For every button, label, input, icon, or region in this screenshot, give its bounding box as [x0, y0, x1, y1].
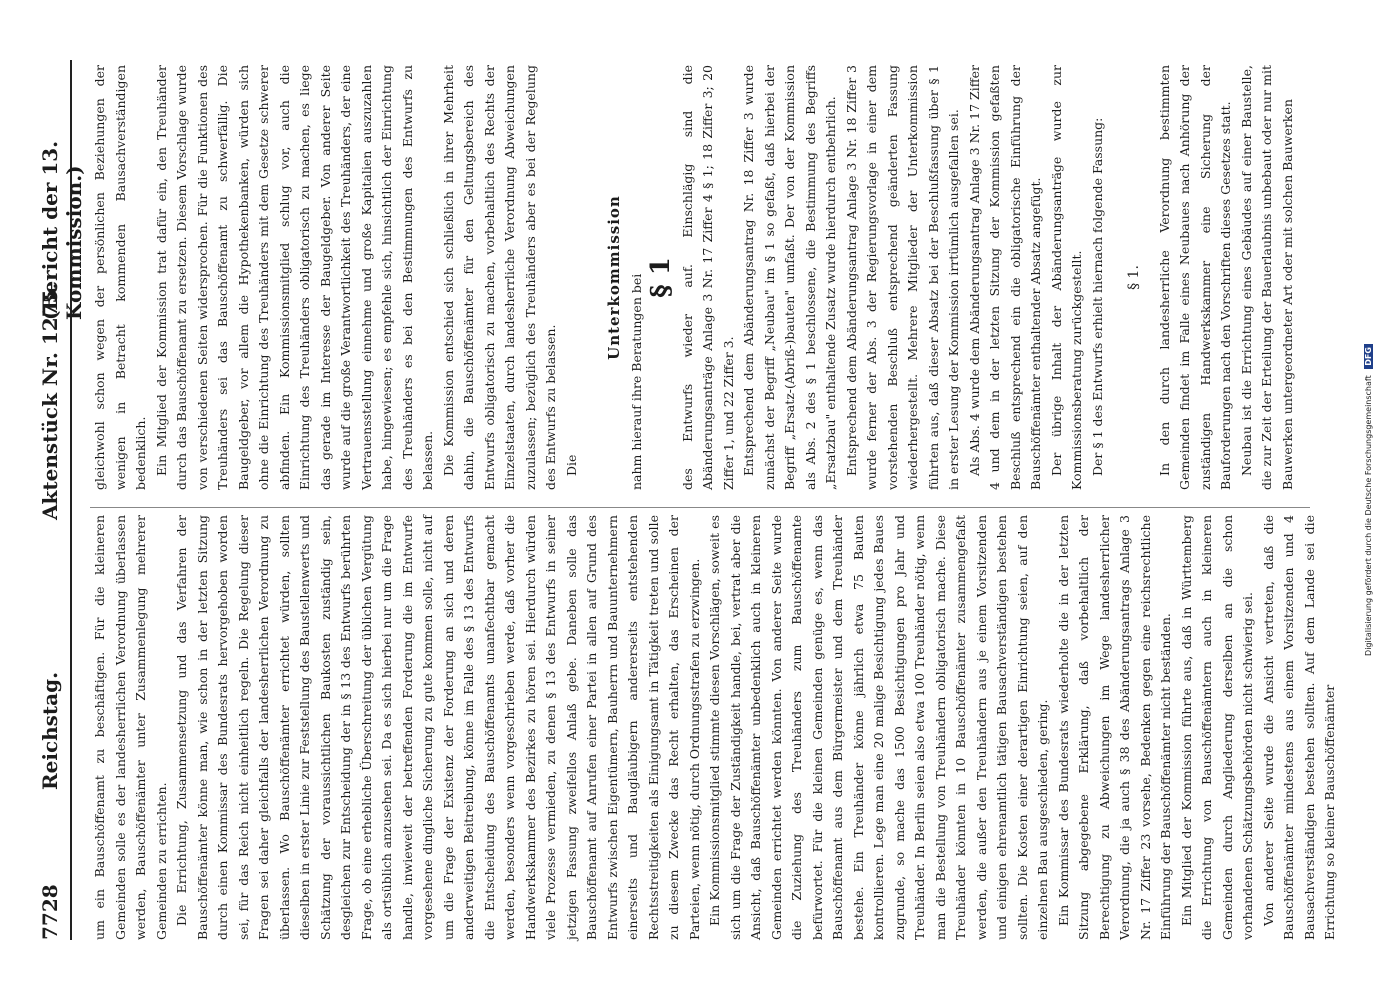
paragraph: Ein Mitglied der Kommission führte aus, daß in Württemberg die Errichtung von Bauschöffenämtern auch in kleineren Gemeinden durch Angliederung derselben an die schon vorhandenen Schätzungsbehörden nicht schwierig sei. — [1178, 515, 1255, 940]
paragraph: Als Abs. 4 wurde dem Abänderungsantrag Anlage 3 Nr. 17 Ziffer 4 und dem in der letzten Sitzung der Kommission gefaßten Beschluß entsprechend ein die obligatorische Einführung der Bauschöffenämter enthaltender Absatz angefügt. — [966, 65, 1043, 490]
page-number: 7728 — [38, 884, 62, 940]
paragraph: Die Errichtung, Zusammensetzung und das Verfahren der Bauschöffenämter könne man, wie schon in der letzten Sitzung durch einen Kommissar des Bundesrats hervorgehoben worden sei, für das Reich nicht einheitlich regeln. Die Regelung dieser Fragen sei daher gleichfalls der landesherrlichen Verordnung zu überlassen. Wo Bauschöffenämter errichtet würden, sollten dieselben in erster Linie zur Feststellung des Baustellenwerts und Schätzung der voraussichtlichen Baukosten zuständig sein, desgleichen zur Entscheidung der in § 13 des Entwurfs berührten Frage, ob eine erhebliche Überschreitung der üblichen Vergütung als ortsüblich anzusehen sei. Da es sich hierbei nur um die Frage handle, inwieweit der betreffenden Forderung die im Entwurfe vorgesehene dingliche Sicherung zu gute kommen solle, nicht auf um die Frage der Existenz der Forderung an sich und deren anderweitigen Beitreibung, könne im Falle des § 13 des Entwurfs die Entscheidung des Bauschöffenamts unanfechtbar gemacht werden, besonders wenn vorgeschrieben werde, daß vorher die Handwerkskammer des Bezirkes zu hören sei. Hierdurch würden viele Prozesse vermieden, zu denen § 13 des Entwurfs in seiner jetzigen Fassung zweifellos Anlaß gebe. Daneben solle das Bauschöffenamt auf Anrufen einer Partei in allen auf Grund des Entwurfs zwischen Eigentümern, Bauherrn und Bauunternehmern einerseits und Baugläubigern andererseits entstehenden Rechtsstreitigkeiten als Einigungsamt in Tätigkeit treten und solle zu diesem Zwecke das Recht erhalten, das Erscheinen der Parteien, wenn nötig, durch Ordnungsstrafen zu erzwingen. — [174, 515, 702, 940]
paragraph: Ein Kommissionsmitglied stimmte diesen Vorschlägen, soweit es sich um die Frage der Zuständigkeit handle, bei, vertrat aber die Ansicht, daß Bauschöffenämter unbedenklich auch in kleineren Gemeinden errichtet werden könnten. Von anderer Seite wurde die Zuziehung des Treuhänders zum Bauschöffenamte befürwortet. Für die kleinen Gemeinden genüge es, wenn das Bauschöffenamt aus dem Bürgermeister und dem Treuhänder bestehe. Ein Treuhänder könne jährlich etwa 75 Bauten kontrollieren. Lege man eine 20 malige Besichtigung jedes Baues zugrunde, so mache das 1500 Besichtigungen pro Jahr und Treuhänder. In Berlin seien also etwa 100 Treuhänder nötig, wenn man die Bestellung von Treuhändern obligatorisch mache. Diese Treuhänder könnten in 10 Bauschöffenämter zusammengefaßt werden, die außer den Treuhändern aus je einem Vorsitzenden und einigen ehrenamtlich tätigen Bausachverständigen bestehen sollten. Die Kosten einer derartigen Einrichtung seien, auf den einzelnen Bau ausgeschieden, gering. — [707, 515, 1050, 940]
paragraph: Die — [563, 454, 579, 476]
header-reichstag: Reichstag. — [38, 671, 62, 790]
digitization-note — [1364, 0, 1373, 1000]
paragraph: Ein Kommissar des Bundesrats wiederholte die in der letzten Sitzung abgegebene Erklärung, daß vorbehaltlich der Berechtigung zu Abweichungen im Wege landesherrlicher Verordnung, die ja auch § 38 des Abänderungsantrags Anlage 3 Nr. 17 Ziffer 23 vorsehe, Bedenken gegen eine reichsrechtliche Einführung der Bauschöffenämter nicht beständen. — [1055, 515, 1173, 940]
header-bericht: (Bericht der 13. Kommission.) — [38, 140, 86, 320]
paragraph: Ein Mitglied der Kommission trat dafür ein, den Treuhänder durch das Bauschöffenamt zu ersetzen. Diesem Vorschlage wurde von verschiedenen Seiten widersprochen. Für die Funktionen des Treuhänders sei das Bauschöffenamt zu schwerfällig. Die Baugeldgeber, vor allem die Hypothekenbanken, würden sich ohne die Einrichtung des Treuhänders mit dem Gesetze schwerer abfinden. Ein Kommissionsmitglied schlug vor, auch die Einrichtung des Treuhänders obligatorisch zu machen, es liege das gerade im Interesse der Baugeldgeber. Von anderer Seite wurde auf die große Verantwortlichkeit des Treuhänders, der eine Vertrauensstellung einnehme und große Kapitalien auszuzahlen habe, hingewiesen; es empfehle sich, hinsichtlich der Einrichtung des Treuhänders es bei den Bestimmungen des Entwurfs zu belassen. — [153, 65, 435, 490]
paragraph: Der übrige Inhalt der Abänderungsanträge wurde zur Kommissionsberatung zurückgestellt. — [1048, 65, 1084, 490]
sub-section-heading: § 1. — [1126, 265, 1142, 290]
paragraph: In den durch landesherrliche Verordnung bestimmten Gemeinden findet im Falle eines Neubaues nach Anhörung der zuständigen Handwerkskammer eine Sicherung der Bauforderungen nach den Vorschriften dieses Gesetzes statt. — [1156, 65, 1233, 490]
paragraph: Der § 1 des Entwurfs erhielt hiernach folgende Fassung: — [1089, 117, 1105, 476]
paragraph: Die Kommission entschied sich schließlich in ihrer Mehrheit dahin, die Bauschöffenämter für den Geltungsbereich des Entwurfs obligatorisch zu machen, vorbehaltlich des Rechts der Einzelstaaten, durch landesherrliche Verordnung Abweichungen zuzulassen; bezüglich des Treuhänders aber es bei der Regelung des Entwurfs zu belassen. — [440, 65, 558, 490]
paragraph: gleichwohl schon wegen der persönlichen Beziehungen der wenigen in Betracht kommenden Bausachverständigen bedenklich. — [92, 65, 148, 490]
paragraph: des Entwurfs wieder auf. Einschlägig sind die Abänderungsanträge Anlage 3 Nr. 17 Ziffer 4 § 1; 18 Ziffer 3; 20 Ziffer 1, und 22 Ziffer 3. — [679, 65, 736, 490]
paragraph: Von anderer Seite wurde die Ansicht vertreten, daß die Bauschöffenämter mindestens aus einem Vorsitzenden und 4 Bausachverständigen bestehen sollten. Auf dem Lande sei die Errichtung so kleiner Bauschöffenämter — [1260, 515, 1337, 940]
section-heading: § 1 — [646, 257, 676, 298]
column-divider — [90, 507, 1310, 508]
paragraph: Neubau ist die Errichtung eines Gebäudes auf einer Baustelle, die zur Zeit der Erteilung der Bauerlaubnis unbebaut oder nur mit Bauwerken untergeordneter Art oder mit solchen Bauwerken — [1238, 65, 1295, 490]
paragraph: um ein Bauschöffenamt zu beschäftigen. Für die kleineren Gemeinden solle es der landesherrlichen Verordnung überlassen werden, Bauschöffenämter unter Zusammenlegung mehrerer Gemeinden zu errichten. — [92, 515, 169, 940]
header-aktenstueck: Aktenstück Nr. 1275. — [38, 282, 62, 520]
unterkommission-heading: Unterkommission — [605, 195, 623, 360]
digitization-text: Digitalisierung gefördert durch die Deutsche Forschungsgemeinschaft — [1364, 375, 1373, 656]
paragraph: nahm hierauf ihre Beratungen bei — [628, 273, 644, 490]
left-column — [90, 515, 1337, 940]
paragraph: Entsprechend dem Abänderungsantrag Anlage 3 Nr. 18 Ziffer 3 wurde ferner der Abs. 3 der Regierungsvorlage in einer dem vorstehenden Beschluß entsprechend geänderten Fassung wiederhergestellt. Mehrere Mitglieder der Unterkommission führten aus, daß dieser Absatz bei der Beschlußfassung über § 1 in erster Lesung der Kommission irrtümlich ausgefallen sei. — [843, 65, 961, 490]
paragraph: Entsprechend dem Abänderungsantrag Nr. 18 Ziffer 3 wurde zunächst der Begriff „Neubau" im § 1 so gefaßt, daß hierbei der Begriff „Ersatz-(Abriß-)bauten" umfaßt. Der von der Kommission als Abs. 2 des § 1 beschlossene, die Bestimmung des Begriffs „Ersatzbau" enthaltende Zusatz wurde hierdurch entbehrlich. — [741, 65, 838, 490]
dfg-logo: DFG — [1364, 344, 1373, 369]
right-column — [90, 65, 1320, 490]
page-header — [30, 60, 86, 940]
